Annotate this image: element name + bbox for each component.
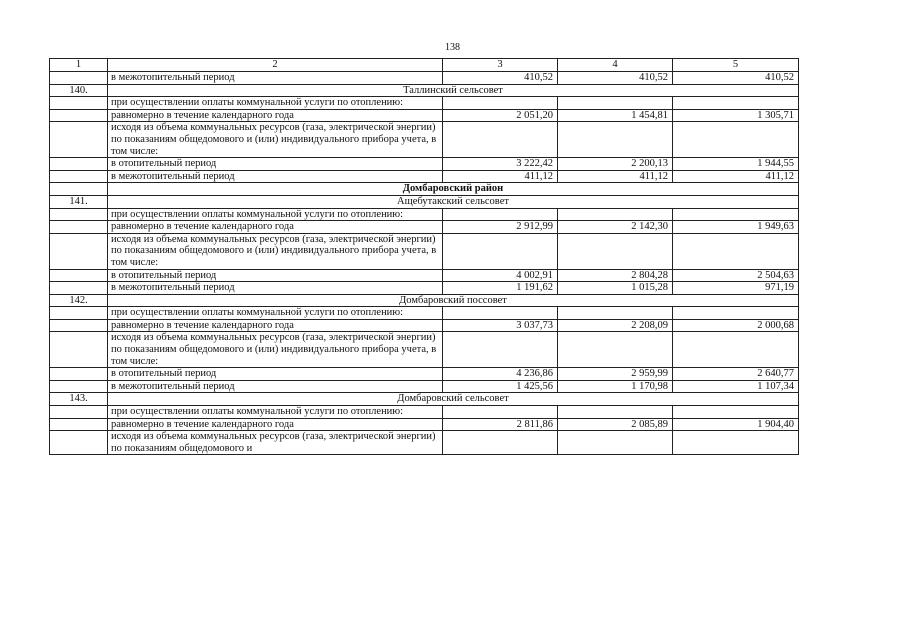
locality-row: [50, 195, 799, 208]
value-col-4: 2 142,30: [558, 221, 673, 234]
value-col-4: [558, 97, 673, 110]
locality-row: [50, 84, 799, 97]
value-col-3: 4 236,86: [443, 368, 558, 381]
note-row: [50, 233, 799, 269]
row-number: [50, 122, 108, 158]
value-col-5: 1 944,55: [673, 158, 799, 171]
row-number: [50, 233, 108, 269]
table-row: [50, 282, 799, 295]
note-row: [50, 431, 799, 455]
column-header-3: 3: [443, 59, 558, 72]
value-col-3: 1 191,62: [443, 282, 558, 295]
row-number: [50, 221, 108, 234]
note-text: исходя из объема коммунальных ресурсов (газа, электрической энергии) по показаниям общедомового и (или) индивидуального прибора учета, в том числе:: [108, 332, 443, 368]
locality-row: [50, 393, 799, 406]
note-text: исходя из объема коммунальных ресурсов (газа, электрической энергии) по показаниям общедомового и (или) индивидуального прибора учета, в том числе:: [108, 122, 443, 158]
column-header-1: 1: [50, 59, 108, 72]
value-col-5: 411,12: [673, 170, 799, 183]
note-row: [50, 97, 799, 110]
row-number: [50, 72, 108, 85]
row-number: [50, 431, 108, 455]
row-label: в отопительный период: [108, 368, 443, 381]
value-col-4: 411,12: [558, 170, 673, 183]
district-row: [50, 183, 799, 196]
note-text: исходя из объема коммунальных ресурсов (газа, электрической энергии) по показаниям общедомового и (или) индивидуального прибора учета, в том числе:: [108, 233, 443, 269]
value-col-4: [558, 307, 673, 320]
table-row: [50, 380, 799, 393]
value-col-3: [443, 97, 558, 110]
row-label: равномерно в течение календарного года: [108, 319, 443, 332]
value-col-3: 1 425,56: [443, 380, 558, 393]
row-number: 140.: [50, 84, 108, 97]
column-header-row: [50, 59, 799, 72]
value-col-5: 2 640,77: [673, 368, 799, 381]
row-label: равномерно в течение календарного года: [108, 418, 443, 431]
value-col-3: [443, 307, 558, 320]
row-label: в межотопительный период: [108, 380, 443, 393]
value-col-5: 1 904,40: [673, 418, 799, 431]
row-number: [50, 170, 108, 183]
value-col-3: 410,52: [443, 72, 558, 85]
table-row: [50, 418, 799, 431]
value-col-5: [673, 332, 799, 368]
value-col-4: 2 959,99: [558, 368, 673, 381]
table-row: [50, 319, 799, 332]
value-col-5: 1 949,63: [673, 221, 799, 234]
locality-row: [50, 294, 799, 307]
row-number: [50, 307, 108, 320]
note-row: [50, 406, 799, 419]
value-col-5: [673, 431, 799, 455]
row-number: [50, 208, 108, 221]
value-col-3: 411,12: [443, 170, 558, 183]
column-header-2: 2: [108, 59, 443, 72]
row-number: [50, 319, 108, 332]
value-col-5: 2 504,63: [673, 269, 799, 282]
table-row: [50, 109, 799, 122]
note-row: [50, 307, 799, 320]
column-header-5: 5: [673, 59, 799, 72]
row-number: [50, 380, 108, 393]
value-col-4: [558, 208, 673, 221]
note-row: [50, 122, 799, 158]
value-col-5: [673, 307, 799, 320]
value-col-4: [558, 122, 673, 158]
value-col-3: 2 811,86: [443, 418, 558, 431]
row-number: 141.: [50, 195, 108, 208]
note-row: [50, 332, 799, 368]
value-col-5: 410,52: [673, 72, 799, 85]
row-label: в межотопительный период: [108, 170, 443, 183]
row-label: равномерно в течение календарного года: [108, 221, 443, 234]
value-col-5: 2 000,68: [673, 319, 799, 332]
value-col-3: [443, 208, 558, 221]
row-number: [50, 183, 108, 196]
value-col-4: 1 015,28: [558, 282, 673, 295]
value-col-4: 1 454,81: [558, 109, 673, 122]
value-col-3: [443, 233, 558, 269]
row-number: [50, 418, 108, 431]
value-col-3: 3 222,42: [443, 158, 558, 171]
value-col-3: 2 912,99: [443, 221, 558, 234]
value-col-5: 1 305,71: [673, 109, 799, 122]
value-col-4: 1 170,98: [558, 380, 673, 393]
row-number: [50, 332, 108, 368]
value-col-5: [673, 233, 799, 269]
table-row: [50, 368, 799, 381]
value-col-3: 4 002,91: [443, 269, 558, 282]
note-text: исходя из объема коммунальных ресурсов (газа, электрической энергии) по показаниям общедомового и: [108, 431, 443, 455]
value-col-5: [673, 406, 799, 419]
locality-name: Домбаровский поссовет: [108, 294, 799, 307]
tariff-table: [49, 58, 799, 455]
row-number: [50, 269, 108, 282]
row-number: [50, 158, 108, 171]
row-number: [50, 97, 108, 110]
row-number: [50, 368, 108, 381]
locality-name: Ащебутакский сельсовет: [108, 195, 799, 208]
value-col-5: 1 107,34: [673, 380, 799, 393]
table-row: [50, 72, 799, 85]
row-number: 143.: [50, 393, 108, 406]
value-col-5: 971,19: [673, 282, 799, 295]
locality-name: Домбаровский сельсовет: [108, 393, 799, 406]
tariff-table-body: [50, 59, 799, 455]
value-col-4: 2 200,13: [558, 158, 673, 171]
table-row: [50, 269, 799, 282]
row-number: [50, 109, 108, 122]
value-col-3: [443, 332, 558, 368]
table-row: [50, 158, 799, 171]
locality-name: Таллинский сельсовет: [108, 84, 799, 97]
row-number: [50, 406, 108, 419]
table-row: [50, 170, 799, 183]
value-col-4: 2 208,09: [558, 319, 673, 332]
row-label: в межотопительный период: [108, 72, 443, 85]
value-col-3: [443, 122, 558, 158]
row-number: 142.: [50, 294, 108, 307]
value-col-4: [558, 406, 673, 419]
value-col-3: [443, 431, 558, 455]
page-number: 138: [445, 42, 460, 53]
value-col-5: [673, 208, 799, 221]
table-row: [50, 221, 799, 234]
value-col-5: [673, 97, 799, 110]
value-col-5: [673, 122, 799, 158]
note-text: при осуществлении оплаты коммунальной услуги по отоплению:: [108, 208, 443, 221]
column-header-4: 4: [558, 59, 673, 72]
row-number: [50, 282, 108, 295]
row-label: в отопительный период: [108, 269, 443, 282]
value-col-4: [558, 431, 673, 455]
row-label: в межотопительный период: [108, 282, 443, 295]
note-text: при осуществлении оплаты коммунальной услуги по отоплению:: [108, 97, 443, 110]
value-col-3: 3 037,73: [443, 319, 558, 332]
value-col-4: [558, 332, 673, 368]
row-label: равномерно в течение календарного года: [108, 109, 443, 122]
value-col-4: [558, 233, 673, 269]
district-name: Домбаровский район: [108, 183, 799, 196]
note-text: при осуществлении оплаты коммунальной услуги по отоплению:: [108, 307, 443, 320]
value-col-4: 410,52: [558, 72, 673, 85]
note-row: [50, 208, 799, 221]
row-label: в отопительный период: [108, 158, 443, 171]
value-col-4: 2 085,89: [558, 418, 673, 431]
value-col-3: 2 051,20: [443, 109, 558, 122]
value-col-3: [443, 406, 558, 419]
value-col-4: 2 804,28: [558, 269, 673, 282]
note-text: при осуществлении оплаты коммунальной услуги по отоплению:: [108, 406, 443, 419]
